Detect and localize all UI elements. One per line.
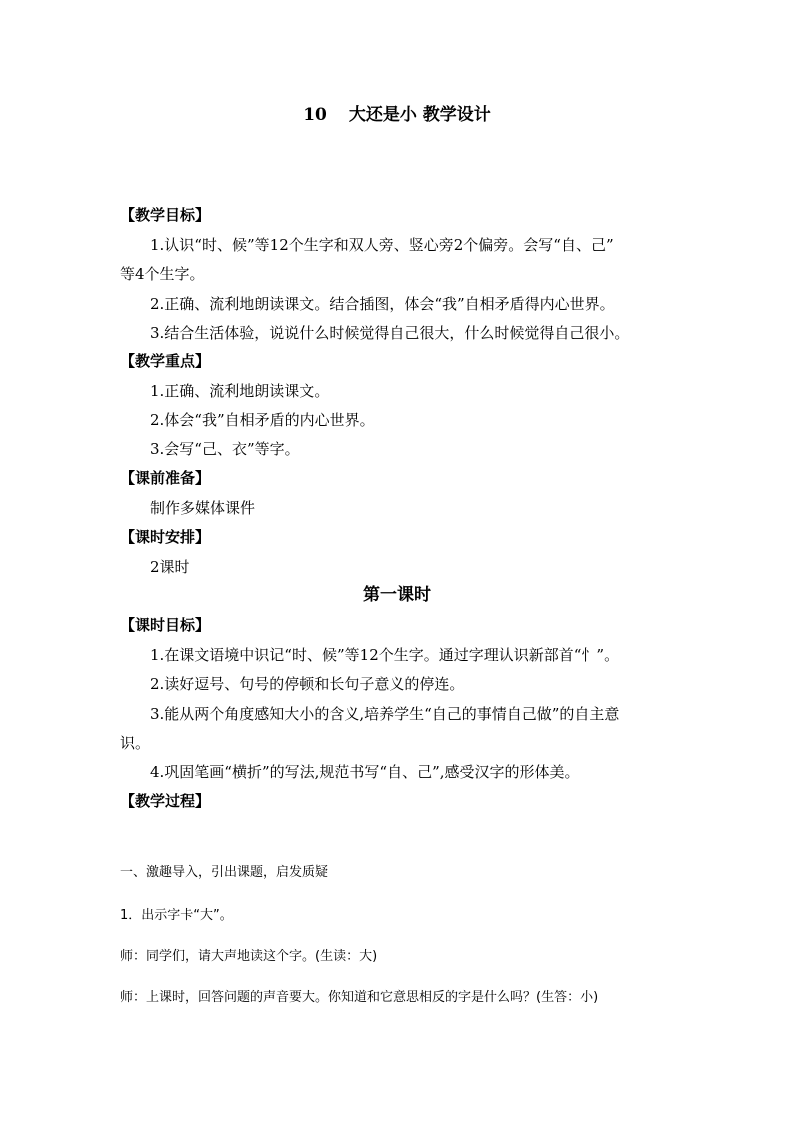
process-section-1: 一、激趣导入，引出课题，启发质疑 bbox=[120, 865, 329, 880]
lesson-goal-1: 1.在课文语境中识记“时、候”等12个生字。通过字理认识新部首“忄”。 bbox=[150, 646, 620, 664]
preparation-heading: 【课前准备】 bbox=[120, 469, 211, 487]
process-teacher-line-2: 师：上课时，回答问题的声音要大。你知道和它意思相反的字是什么吗？(生答：小) bbox=[120, 990, 599, 1005]
key-point-item-3: 3.会写“己、衣”等字。 bbox=[150, 440, 300, 458]
lesson-1-subtitle: 第一课时 bbox=[363, 585, 431, 605]
document-title bbox=[0, 103, 794, 127]
objective-item-3: 3.结合生活体验，说说什么时候觉得自己很大，什么时候觉得自己很小。 bbox=[150, 324, 630, 342]
lesson-goal-3-line-2: 识。 bbox=[120, 734, 151, 752]
objectives-heading: 【教学目标】 bbox=[120, 206, 211, 224]
objective-item-1-line-1: 1.认识“时、候”等12个生字和双人旁、竖心旁2个偏旁。会写“自、己” bbox=[150, 236, 614, 254]
lesson-goal-3-line-1: 3.能从两个角度感知大小的含义,培养学生“自己的事情自己做”的自主意 bbox=[150, 705, 620, 723]
lesson-goals-heading: 【课时目标】 bbox=[120, 616, 211, 634]
schedule-text: 2课时 bbox=[150, 558, 190, 576]
process-teacher-line-1: 师：同学们，请大声地读这个字。(生读：大) bbox=[120, 949, 378, 964]
lesson-goal-2: 2.读好逗号、句号的停顿和长句子意义的停连。 bbox=[150, 675, 465, 693]
lesson-title: 大还是小 教学设计 bbox=[348, 105, 491, 125]
key-point-item-2: 2.体会“我”自相矛盾的内心世界。 bbox=[150, 411, 375, 429]
lesson-goal-4: 4.巩固笔画“横折”的写法,规范书写“自、己”,感受汉字的形体美。 bbox=[150, 763, 580, 781]
schedule-heading: 【课时安排】 bbox=[120, 528, 211, 546]
teaching-process-heading: 【教学过程】 bbox=[120, 792, 211, 810]
key-points-heading: 【教学重点】 bbox=[120, 352, 211, 370]
preparation-text: 制作多媒体课件 bbox=[150, 499, 256, 517]
objective-item-2: 2.正确、流利地朗读课文。结合插图，体会“我”自相矛盾得内心世界。 bbox=[150, 295, 615, 313]
lesson-number: 10 bbox=[303, 105, 327, 125]
process-step-1: 1．出示字卡“大”。 bbox=[120, 908, 233, 923]
key-point-item-1: 1.正确、流利地朗读课文。 bbox=[150, 382, 330, 400]
objective-item-1-line-2: 等4个生字。 bbox=[120, 265, 205, 283]
